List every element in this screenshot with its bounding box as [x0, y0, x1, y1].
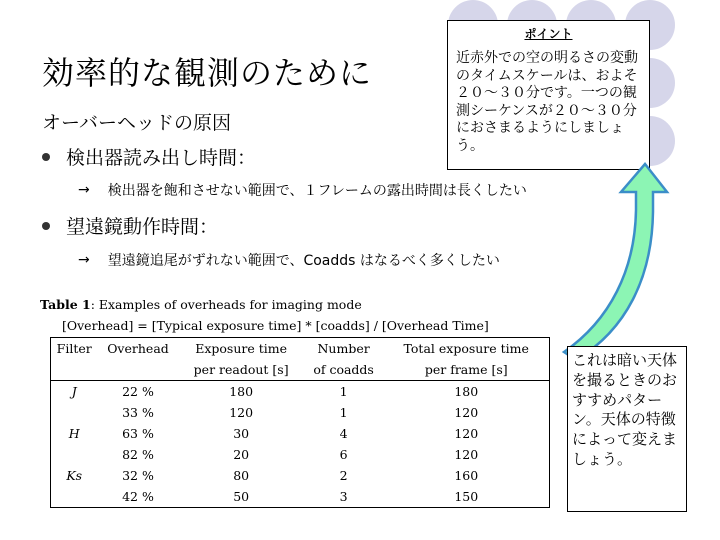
table-header — [51, 359, 98, 381]
table-cell: 2 — [339, 468, 348, 483]
bullet-detail-telescope — [78, 250, 500, 270]
right-arrow-icon: → — [78, 252, 90, 268]
table-cell: 32 % — [122, 468, 154, 483]
point-heading: ポイント — [524, 27, 573, 41]
table-cell: J — [71, 384, 77, 399]
table-row — [51, 423, 550, 444]
table-cell: 120 — [454, 426, 479, 441]
table-cell: 82 % — [122, 447, 154, 462]
bullet-detail-text: 検出器を飽和させない範囲で、１フレームの露出時間は長くしたい — [107, 183, 527, 199]
bullet-item-readout — [42, 143, 256, 170]
table-cell: 20 — [233, 447, 250, 462]
table-row — [51, 381, 550, 403]
table-header: Total exposure time — [403, 341, 529, 356]
table-cell: H — [68, 426, 80, 441]
slide-title: 効率的な観測のために — [42, 54, 373, 92]
table-header: Number — [317, 341, 370, 356]
curved-arrow-shape — [564, 164, 667, 360]
overhead-table — [50, 337, 550, 508]
bullet-label: 望遠鏡動作時間： — [66, 216, 219, 238]
bullet-item-telescope — [42, 212, 218, 239]
bullet-detail-readout — [78, 180, 527, 200]
point-callout — [447, 20, 650, 170]
table-header: Filter — [56, 341, 92, 356]
table-row — [51, 444, 550, 465]
right-arrow-icon: → — [78, 182, 90, 198]
table-cell: 50 — [233, 489, 250, 504]
table-cell — [51, 402, 98, 423]
table-row — [51, 465, 550, 486]
table-row — [51, 402, 550, 423]
table-cell: 1 — [339, 384, 348, 399]
table-header-row — [51, 338, 550, 360]
table-header-row — [51, 359, 550, 381]
table-caption-label: Table 1 — [40, 297, 91, 312]
bullet-dot-icon — [42, 222, 50, 230]
table-header: Exposure time — [195, 341, 288, 356]
table-cell: 30 — [233, 426, 250, 441]
recommendation-note: これは暗い天体を撮るときのおすすめパターン。天体の特徴によって変えましょう。 — [567, 346, 687, 512]
table-cell: 180 — [454, 384, 479, 399]
table-cell: 22 % — [122, 384, 154, 399]
slide-subtitle: オーバーヘッドの原因 — [42, 112, 232, 134]
table-cell: 160 — [454, 468, 479, 483]
table-cell: 80 — [233, 468, 250, 483]
table-cell — [51, 486, 98, 508]
table-cell — [51, 444, 98, 465]
table-cell: 4 — [339, 426, 348, 441]
table-cell: 180 — [229, 384, 254, 399]
table-cell: 42 % — [122, 489, 154, 504]
table-cell: Ks — [66, 468, 83, 483]
table-header: of coadds — [304, 359, 384, 381]
bullet-dot-icon — [42, 153, 50, 161]
table-cell: 6 — [339, 447, 348, 462]
table-row — [51, 486, 550, 508]
table-cell: 150 — [454, 489, 479, 504]
point-body: 近赤外での空の明るさの変動のタイムスケールは、およそ２０～３０分です。一つの観測シーケンスが２０～３０分におさまるようにしましょう。 — [456, 50, 638, 154]
bullet-detail-text: 望遠鏡追尾がずれない範囲で、Coadds はなるべく多くしたい — [107, 253, 500, 269]
bullet-label: 検出器読み出し時間： — [66, 147, 257, 169]
table-header: per frame [s] — [383, 359, 549, 381]
table-cell: 120 — [229, 405, 254, 420]
table-caption — [40, 297, 362, 312]
table-cell: 120 — [454, 447, 479, 462]
table-header: Overhead — [107, 341, 169, 356]
table-caption-text: : Examples of overheads for imaging mode — [90, 297, 362, 312]
table-header: per readout [s] — [179, 359, 304, 381]
table-cell: 120 — [454, 405, 479, 420]
table-cell: 3 — [339, 489, 348, 504]
table-header — [97, 359, 178, 381]
table-cell: 1 — [339, 405, 348, 420]
table-cell: 33 % — [122, 405, 154, 420]
overhead-formula: [Overhead] = [Typical exposure time] * [coadds] / [Overhead Time] — [62, 318, 489, 333]
table-cell: 63 % — [122, 426, 154, 441]
curved-arrow-icon — [550, 160, 670, 360]
